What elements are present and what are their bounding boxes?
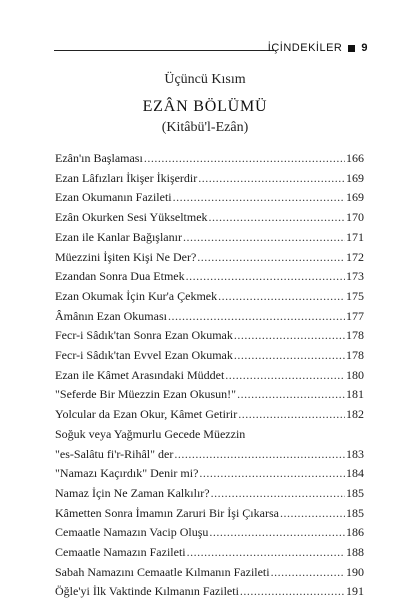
dot-leader <box>234 346 345 366</box>
toc-entry-title: Fecr-i Sâdık'tan Sonra Ezan Okumak <box>55 328 233 343</box>
toc-entry-page: 191 <box>346 584 364 599</box>
dot-leader <box>173 188 345 208</box>
toc-entry-title: "es-Salâtu fi'r-Rihâl" der <box>55 446 174 461</box>
dot-leader <box>238 405 345 425</box>
dot-leader <box>271 563 345 583</box>
toc-entry <box>55 504 364 524</box>
toc-entry-page: 166 <box>346 151 364 165</box>
toc-entry <box>55 543 364 563</box>
toc-entry <box>55 149 364 169</box>
toc-entry <box>55 563 364 583</box>
dot-leader <box>197 248 345 268</box>
chapter-title: EZÂN BÖLÜMÜ <box>142 98 268 115</box>
toc-entry <box>55 326 364 346</box>
toc-entry <box>55 287 364 307</box>
toc-entry-title: Kâmetten Sonra İmamın Zaruri Bir İşi Çıkarsa <box>55 505 279 520</box>
dot-leader <box>240 582 345 602</box>
toc-entry <box>55 405 364 425</box>
toc-entry <box>55 208 364 228</box>
toc-entry-page: 175 <box>346 288 364 303</box>
toc-entry-title: Cemaatle Namazın Vacip Oluşu <box>55 525 209 540</box>
toc-entry-page: 169 <box>346 170 364 185</box>
toc-entry-page: 173 <box>346 269 364 284</box>
toc-entry-page: 188 <box>346 545 364 560</box>
dot-leader <box>211 484 345 504</box>
dot-leader <box>234 326 345 346</box>
dot-leader <box>198 169 345 189</box>
toc-entry-page: 182 <box>346 407 364 422</box>
toc-entry-page: 169 <box>346 190 364 205</box>
toc-entry <box>55 445 364 465</box>
toc-entry-title: Müezzini İşiten Kişi Ne Der? <box>55 249 197 264</box>
toc-entry-page: 170 <box>346 210 364 225</box>
toc-entry <box>55 484 364 504</box>
toc-entry-title: "Namazı Kaçırdık" Denir mi? <box>55 466 199 481</box>
toc-entry-title: Soğuk veya Yağmurlu Gecede Müezzin <box>55 426 246 441</box>
dot-leader <box>144 149 345 169</box>
header-page-number: 9 <box>361 42 368 54</box>
square-bullet-icon <box>348 45 355 52</box>
toc-entry-page: 181 <box>346 387 364 402</box>
toc-entry-title: Namaz İçin Ne Zaman Kalkılır? <box>55 485 210 500</box>
dot-leader <box>280 504 345 524</box>
toc-entry-page: 178 <box>346 328 364 343</box>
toc-entry <box>55 523 364 543</box>
toc-entry-title: Ezan ile Kâmet Arasındaki Müddet <box>55 367 225 382</box>
toc-entry-page: 177 <box>346 308 364 323</box>
toc-entry <box>55 464 364 484</box>
toc-entry-page: 185 <box>346 485 364 500</box>
dot-leader <box>168 307 345 327</box>
dot-leader <box>174 445 345 465</box>
toc-entry <box>55 425 364 445</box>
toc-entry-page: 183 <box>346 446 364 461</box>
dot-leader <box>218 287 345 307</box>
toc-entry <box>55 169 364 189</box>
toc-entry-page: 186 <box>346 525 364 540</box>
toc-entry <box>55 307 364 327</box>
toc-entry-title: Yolcular da Ezan Okur, Kâmet Getirir <box>55 407 238 422</box>
toc-entry-page: 185 <box>346 505 364 520</box>
toc-entry <box>55 582 364 602</box>
toc-entry-page: 171 <box>346 229 364 244</box>
toc-entry-title: Öğle'yi İlk Vaktinde Kılmanın Fazileti <box>55 584 239 599</box>
toc-entry-title: Ezân'ın Başlaması <box>55 151 143 165</box>
toc-entry-title: Âmânın Ezan Okuması <box>55 308 167 323</box>
dot-leader <box>237 385 345 405</box>
toc-entry-page: 178 <box>346 348 364 363</box>
toc-entry-page: 180 <box>346 367 364 382</box>
dot-leader <box>209 208 345 228</box>
toc-entry-title: Ezan Okumanın Fazileti <box>55 190 172 205</box>
header-rule <box>54 50 274 51</box>
toc-entry <box>55 366 364 386</box>
toc-entry <box>55 267 364 287</box>
toc-entry-title: Sabah Namazını Cemaatle Kılmanın Fazileti <box>55 564 270 579</box>
toc-entry-title: Ezandan Sonra Dua Etmek <box>55 269 185 284</box>
table-of-contents <box>55 149 364 602</box>
dot-leader <box>199 464 345 484</box>
dot-leader <box>209 523 345 543</box>
part-title: Üçüncü Kısım <box>164 72 246 87</box>
dot-leader <box>187 543 345 563</box>
dot-leader <box>183 228 345 248</box>
running-header <box>268 42 368 54</box>
chapter-subtitle: (Kitâbü'l-Ezân) <box>161 120 249 135</box>
toc-entry-title: "Seferde Bir Müezzin Ezan Okusun!" <box>55 387 237 402</box>
toc-entry-title: Ezan Okumak İçin Kur'a Çekmek <box>55 288 218 303</box>
toc-entry-page: 184 <box>346 466 364 481</box>
toc-entry-title: Ezân Okurken Sesi Yükseltmek <box>55 210 208 225</box>
toc-entry <box>55 248 364 268</box>
toc-entry-page: 190 <box>346 564 364 579</box>
header-title: İÇİNDEKİLER <box>267 42 343 54</box>
toc-entry <box>55 228 364 248</box>
toc-entry-page: 172 <box>346 249 364 264</box>
toc-entry <box>55 346 364 366</box>
toc-entry <box>55 188 364 208</box>
toc-entry-title: Ezan ile Kanlar Bağışlanır <box>55 229 182 244</box>
dot-leader <box>186 267 345 287</box>
toc-entry-title: Fecr-i Sâdık'tan Evvel Ezan Okumak <box>55 348 233 363</box>
dot-leader <box>225 366 345 386</box>
toc-entry <box>55 385 364 405</box>
toc-entry-title: Cemaatle Namazın Fazileti <box>55 545 186 560</box>
toc-entry-title: Ezan Lâfızları İkişer İkişerdir <box>55 170 198 185</box>
